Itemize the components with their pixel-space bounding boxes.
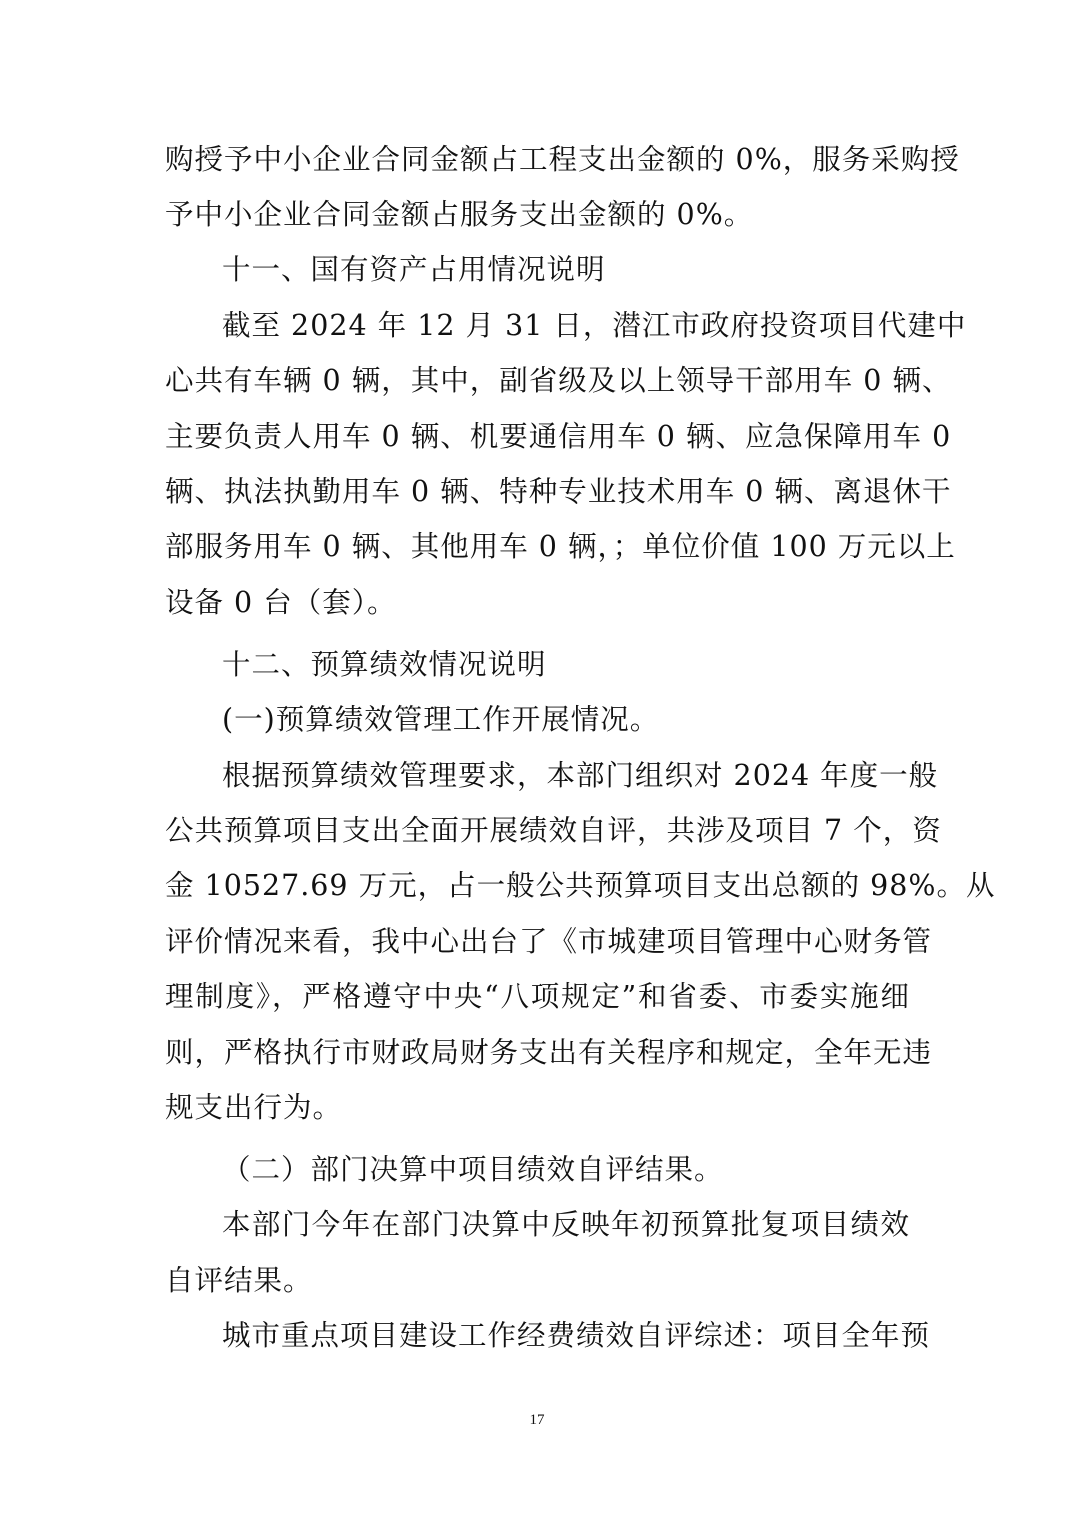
body-line: 则，严格执行市财政局财务支出有关程序和规定，全年无违	[165, 1036, 933, 1069]
body-line: 设备 0 台（套）。	[165, 586, 397, 619]
body-line: 理制度》，严格遵守中央“八项规定”和省委、市委实施细	[165, 980, 910, 1013]
page-number: 17	[529, 1412, 545, 1428]
body-line: 本部门今年在部门决算中反映年初预算批复项目绩效	[222, 1208, 910, 1241]
section-heading: 十一、国有资产占用情况说明	[222, 253, 606, 286]
body-line: 金 10527.69 万元，占一般公共预算项目支出总额的 98%。从	[165, 869, 996, 902]
body-line: 截至 2024 年 12 月 31 日，潜江市政府投资项目代建中	[222, 309, 967, 342]
body-line: 根据预算绩效管理要求，本部门组织对 2024 年度一般	[222, 759, 939, 792]
body-line: 主要负责人用车 0 辆、机要通信用车 0 辆、应急保障用车 0	[165, 420, 952, 453]
body-line: 城市重点项目建设工作经费绩效自评综述：项目全年预	[222, 1319, 931, 1352]
subsection-heading: （二）部门决算中项目绩效自评结果。	[222, 1153, 724, 1186]
body-line: 自评结果。	[165, 1264, 313, 1297]
body-line: 评价情况来看，我中心出台了《市城建项目管理中心财务管	[165, 925, 933, 958]
body-line: 规支出行为。	[165, 1091, 343, 1124]
section-heading: 十二、预算绩效情况说明	[222, 648, 547, 681]
body-line: 购授予中小企业合同金额占工程支出金额的 0%，服务采购授	[165, 143, 960, 176]
body-line: 心共有车辆 0 辆，其中，副省级及以上领导干部用车 0 辆、	[165, 364, 952, 397]
body-line: 公共预算项目支出全面开展绩效自评，共涉及项目 7 个，资	[165, 814, 942, 847]
body-line: 部服务用车 0 辆、其他用车 0 辆，；单位价值 100 万元以上	[165, 530, 956, 563]
body-line: 予中小企业合同金额占服务支出金额的 0%。	[165, 198, 754, 231]
subsection-heading: (一)预算绩效管理工作开展情况。	[222, 703, 660, 736]
body-line: 辆、执法执勤用车 0 辆、特种专业技术用车 0 辆、离退休干	[165, 475, 952, 508]
